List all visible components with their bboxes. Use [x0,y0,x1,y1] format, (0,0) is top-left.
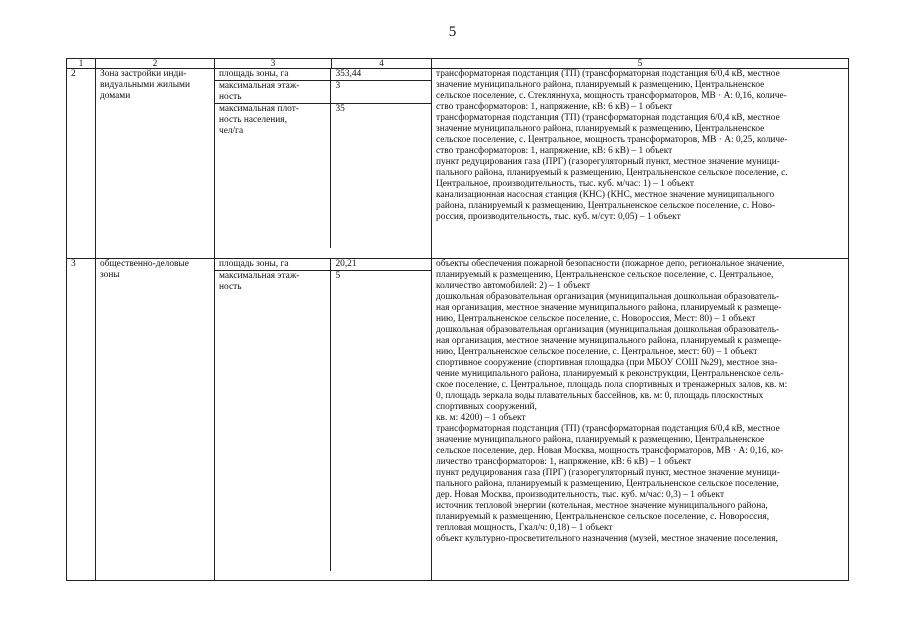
object-line: нию, Центральненское сельское поселение, с. Новороссия, Мест: 80) – 1 объект [436,314,756,324]
object-line: источник тепловой энергии (котельная, местное значение муниципального района, [436,501,768,511]
zone-parameters [215,69,432,259]
param-name: площадь зоны, га [215,69,331,80]
object-line: личество трансформаторов: 1, напряжение, кВ: 6 кВ) – 1 объект [436,457,692,467]
object-line: трансформаторная подстанция (ТП) (трансформаторная подстанция 6/0,4 кВ, местное [436,113,780,123]
object-line: значение муниципального района, планируемый к размещению, Центральненское [436,435,765,445]
param-name: максимальная плот- ность населения, чел/га [215,104,331,248]
object-line: пального района, планируемый к размещению, Центральненское сельское поселение, с. [436,168,788,178]
param-row [215,271,431,571]
object-line: планируемый к размещению, Центральненское сельское поселение, с. Новороссия, [436,512,770,522]
object-line: дошкольная образовательная организация (муниципальная дошкольная образователь- [436,292,780,302]
object-line: пункт редуцирования газа (ПРГ) (газорегуляторный пункт, местное значение муници- [436,157,780,167]
object-line: ское поселение, с. Центральное, площадь пола спортивных и тренажерных залов, кв. м: [436,380,788,390]
zones-table [66,58,849,581]
object-line: пального района, планируемый к размещению, Центральненское сельское поселение, [436,479,779,489]
object-line: спортивных сооружений, [436,402,537,412]
row-number: 2 [67,69,96,259]
objects-list [432,69,849,259]
header-cell: 5 [432,59,849,69]
object-line: ная организация, местное значение муниципального района, планируемый к размеще- [436,336,782,346]
object-line: кв. м: 4200) – 1 объект [436,413,526,423]
object-line: тепловая мощность, Гкал/ч: 0,18) – 1 объект [436,523,613,533]
row-number: 3 [67,259,96,581]
object-line: сельское поселение, дер. Новая Москва, мощность трансформаторов, МВ · А: 0,16, ко- [436,446,784,456]
table-row [67,259,849,581]
object-line: чение муниципального района, планируемый к реконструкции, Центральненское сель- [436,369,784,379]
object-line: Центральное, производительность, тыс. куб. м/час: 1) – 1 объект [436,179,694,189]
zone-name: общественно-деловые зоны [96,259,215,581]
object-line: нию, Центральненское сельское поселение, с. Центральное, мест: 60) – 1 объект [436,347,758,357]
param-value: 5 [335,271,341,281]
object-line: ство трансформаторов: 1, напряжение, кВ: 6 кВ) – 1 объект [436,102,673,112]
object-line: 0, площадь зеркала воды плавательных бассейнов, кв. м: 0, площадь плоскостных [436,391,764,401]
param-value: 3 [335,81,341,91]
object-line: дер. Новая Москва, производительность, тыс. куб. м/час: 0,3) – 1 объект [436,490,725,500]
header-cell: 2 [96,59,215,69]
object-line: количество автомобилей: 2) – 1 объект [436,281,591,291]
object-line: дошкольная образовательная организация (муниципальная дошкольная образователь- [436,325,780,335]
object-line: трансформаторная подстанция (ТП) (трансформаторная подстанция 6/0,4 кВ, местное [436,69,780,79]
object-line: россия, производительность, тыс. куб. м/сут: 0,05) – 1 объект [436,212,681,222]
object-line: пункт редуцирования газа (ПРГ) (газорегуляторный пункт, местное значение муници- [436,468,780,478]
zone-parameters [215,259,432,581]
object-line: района, планируемый к размещению, Центральненское сельское поселение, с. Ново- [436,201,776,211]
table-row [67,69,849,259]
header-cell: 3 [215,59,332,69]
object-line: ная организация, местное значение муниципального района, планируемый к размеще- [436,303,782,313]
object-line: планируемый к размещению, Центральненское сельское поселение, с. Центральное, [436,270,774,280]
zone-name: Зона застройки инди- видуальными жилыми домами [96,69,215,259]
param-row [215,259,431,271]
page-number: 5 [448,24,457,40]
object-line: значение муниципального района, планируемый к размещению, Центральненское [436,124,765,134]
object-line: спортивное сооружение (спортивная площадка (при МБОУ СОШ №29), местное зна- [436,358,778,368]
param-value: 353,44 [335,69,362,79]
object-line: объекты обеспечения пожарной безопасности (пожарное депо, региональное значение, [436,259,785,269]
param-row [215,69,431,81]
object-line: объект культурно-просветительного назначения (музей, местное значение поселения, [436,534,778,544]
object-line: ство трансформаторов: 1, напряжение, кВ: 6 кВ) – 1 объект [436,146,673,156]
param-name: максимальная этаж- ность [215,81,331,103]
object-line: значение муниципального района, планируемый к размещению, Центральненское [436,80,765,90]
object-line: сельское поселение, с. Центральное, мощность трансформаторов, МВ · А: 0,25, количе- [436,135,788,145]
param-name: максимальная этаж- ность [215,271,331,571]
param-value: 35 [335,104,345,114]
table-header-row [67,59,849,69]
param-name: площадь зоны, га [215,259,331,270]
object-line: канализационная насосная станция (КНС) (КНС, местное значение муниципального [436,190,775,200]
object-line: сельское поселение, с. Стекляннуха, мощность трансформаторов, МВ · А: 0,16, количе- [436,91,787,101]
param-row [215,81,431,104]
object-line: трансформаторная подстанция (ТП) (трансформаторная подстанция 6/0,4 кВ, местное [436,424,780,434]
param-row [215,104,431,248]
objects-list [432,259,849,581]
header-cell: 4 [332,59,432,69]
param-value: 20,21 [335,259,357,269]
header-cell: 1 [67,59,96,69]
